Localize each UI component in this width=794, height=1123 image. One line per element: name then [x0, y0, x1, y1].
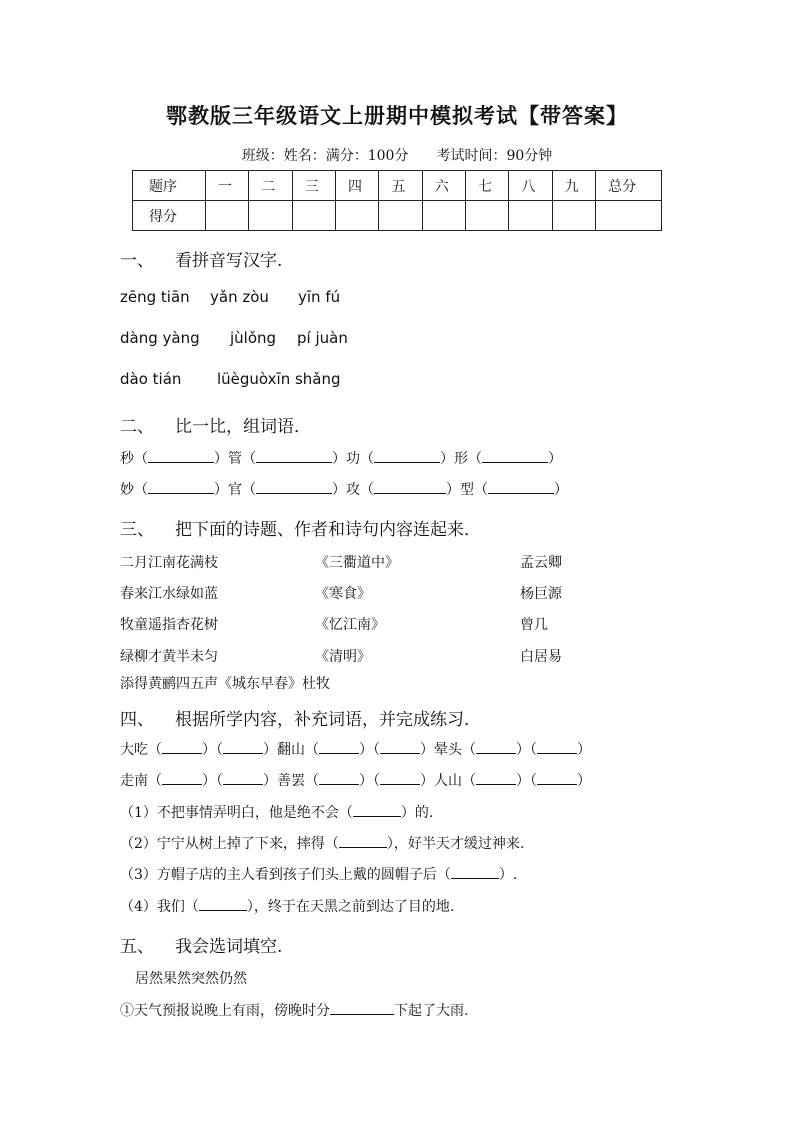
question-text: ①天气预报说晚上有雨，傍晚时分: [120, 1003, 330, 1019]
question-text: ），好半天才缓过神来.: [386, 836, 525, 852]
section-title: 根据所学内容，补充词语，并完成练习．: [175, 710, 481, 730]
score-col: 八: [509, 171, 552, 201]
pinyin-row: [120, 288, 340, 306]
idiom-prefix: 人山: [434, 773, 462, 789]
answer-blank[interactable]: [353, 802, 401, 817]
score-col: 二: [249, 171, 292, 201]
poem-title: 《三衢道中》: [315, 555, 399, 571]
pinyin-item: dàng yàng: [120, 329, 200, 347]
idiom-prefix: 翻山: [277, 742, 305, 758]
score-cell[interactable]: [552, 201, 595, 231]
pinyin-item: lüèguòxīn shǎng: [217, 370, 341, 388]
question-line: [120, 833, 524, 853]
poem-author: 杨巨源: [520, 586, 562, 602]
answer-blank[interactable]: [380, 770, 420, 785]
poem-author: 孟云卿: [520, 555, 562, 571]
exam-info: 班级：姓名：满分：100分 考试时间：90分钟: [241, 148, 553, 164]
answer-blank[interactable]: [374, 448, 440, 463]
section-3-heading: [120, 515, 481, 540]
poem-author: 白居易: [520, 649, 562, 665]
pinyin-item: dào tián: [120, 370, 182, 388]
compare-row: 妙（ ）官（ ）攻（ ）型（ ）: [120, 479, 568, 499]
compare-row: 秒（ ）管（ ）功（ ）形（ ）: [120, 448, 562, 468]
idiom-prefix: 善罢: [277, 773, 305, 789]
score-col: 六: [422, 171, 465, 201]
score-cell[interactable]: [466, 201, 509, 231]
section-title: 把下面的诗题、作者和诗句内容连起来．: [175, 520, 481, 540]
question-line: [120, 802, 433, 822]
section-1-heading: [120, 246, 282, 271]
score-row-label: 得分: [133, 201, 206, 231]
answer-blank[interactable]: [476, 739, 516, 754]
score-col: 五: [379, 171, 422, 201]
compare-char: 官: [228, 482, 242, 498]
compare-char: 攻: [346, 482, 360, 498]
section-number: 一、: [120, 251, 154, 271]
question-line: [120, 1000, 468, 1020]
question-text: ）的.: [400, 805, 434, 821]
poem-line: 牧童遥指杏花树: [120, 617, 218, 633]
answer-blank[interactable]: [374, 479, 446, 494]
question-text: ），终于在天黑之前到达了目的地.: [246, 899, 455, 915]
pinyin-item: yīn fú: [298, 288, 341, 306]
score-col-total: 总分: [596, 171, 662, 201]
compare-char: 形: [454, 451, 468, 467]
question-text: （3）方帽子店的主人看到孩子们头上戴的圆帽子后（: [120, 867, 451, 883]
question-text: 下起了大雨.: [394, 1003, 469, 1019]
pinyin-row: [120, 329, 348, 347]
answer-blank[interactable]: [223, 770, 263, 785]
answer-blank[interactable]: [482, 448, 548, 463]
section-4-heading: [120, 705, 481, 730]
answer-blank[interactable]: [330, 1000, 394, 1015]
score-table-score-row: [133, 201, 662, 231]
answer-blank[interactable]: [148, 448, 214, 463]
score-col: 九: [552, 171, 595, 201]
score-col-label: 题序: [133, 171, 206, 201]
question-text: （1）不把事情弄明白，他是绝不会（: [120, 805, 353, 821]
answer-blank[interactable]: [319, 739, 359, 754]
question-line: [120, 896, 454, 916]
score-col: 三: [292, 171, 335, 201]
answer-blank[interactable]: [476, 770, 516, 785]
word-bank: 居然果然突然仍然: [135, 971, 247, 987]
pinyin-row: [120, 370, 341, 388]
poem-line: 绿柳才黄半未匀: [120, 649, 218, 665]
answer-blank[interactable]: [488, 479, 554, 494]
question-text: （4）我们（: [120, 899, 199, 915]
page-title: 鄂教版三年级语文上册期中模拟考试【带答案】: [166, 103, 628, 128]
question-line: [120, 864, 517, 884]
answer-blank[interactable]: [339, 833, 387, 848]
answer-blank[interactable]: [380, 739, 420, 754]
pinyin-item: jùlǒng: [230, 329, 277, 347]
poem-line: 春来江水绿如蓝: [120, 586, 218, 602]
poem-line: 二月江南花满枝: [120, 555, 218, 571]
section-title: 比一比，组词语．: [175, 417, 311, 437]
question-text: ）.: [498, 867, 518, 883]
score-cell[interactable]: [379, 201, 422, 231]
answer-blank[interactable]: [223, 739, 263, 754]
score-cell[interactable]: [249, 201, 292, 231]
idiom-prefix: 走南: [120, 773, 148, 789]
score-cell[interactable]: [336, 201, 379, 231]
poem-title: 《寒食》: [315, 586, 371, 602]
answer-blank[interactable]: [256, 479, 332, 494]
score-cell[interactable]: [596, 201, 662, 231]
score-table-header-row: [133, 171, 662, 201]
compare-char: 妙: [120, 482, 134, 498]
score-table: [132, 170, 662, 231]
section-number: 三、: [120, 520, 154, 540]
idiom-prefix: 大吃: [120, 742, 148, 758]
score-cell[interactable]: [422, 201, 465, 231]
answer-blank[interactable]: [319, 770, 359, 785]
answer-blank[interactable]: [537, 770, 577, 785]
answer-blank[interactable]: [162, 770, 202, 785]
poem-author: 曾几: [520, 617, 548, 633]
idiom-row: 大吃（ ）（ ）翻山（ ）（ ）晕头（ ）（ ）: [120, 739, 591, 759]
score-cell[interactable]: [206, 201, 249, 231]
compare-char: 型: [460, 482, 474, 498]
answer-blank[interactable]: [148, 479, 214, 494]
compare-char: 管: [228, 451, 242, 467]
section-number: 四、: [120, 710, 154, 730]
score-col: 一: [206, 171, 249, 201]
score-cell[interactable]: [292, 201, 335, 231]
poem-extra-line: 添得黄鹂四五声《城东早春》杜牧: [120, 676, 330, 692]
section-2-heading: [120, 412, 311, 437]
pinyin-item: yǎn zòu: [210, 288, 269, 306]
idiom-prefix: 晕头: [434, 742, 462, 758]
score-col: 四: [336, 171, 379, 201]
poem-title: 《清明》: [315, 649, 371, 665]
compare-char: 秒: [120, 451, 134, 467]
answer-blank[interactable]: [256, 448, 332, 463]
section-number: 二、: [120, 417, 154, 437]
pinyin-item: zēng tiān: [120, 288, 190, 306]
idiom-row: 走南（ ）（ ）善罢（ ）（ ）人山（ ）（ ）: [120, 770, 591, 790]
section-title: 我会选词填空.: [175, 937, 283, 957]
section-title: 看拼音写汉字.: [175, 251, 283, 271]
pinyin-item: pí juàn: [297, 329, 348, 347]
answer-blank[interactable]: [162, 739, 202, 754]
section-number: 五、: [120, 937, 154, 957]
poem-title: 《忆江南》: [315, 617, 385, 633]
answer-blank[interactable]: [451, 864, 499, 879]
section-5-heading: [120, 932, 282, 957]
score-cell[interactable]: [509, 201, 552, 231]
compare-char: 功: [346, 451, 360, 467]
answer-blank[interactable]: [537, 739, 577, 754]
answer-blank[interactable]: [199, 896, 247, 911]
question-text: （2）宁宁从树上掉了下来，摔得（: [120, 836, 339, 852]
score-col: 七: [466, 171, 509, 201]
